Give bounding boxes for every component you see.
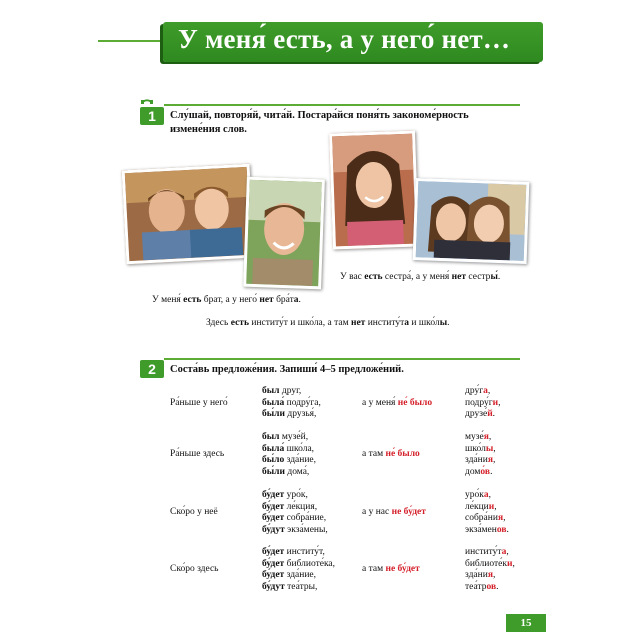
word-stem: ле́кци bbox=[465, 501, 489, 512]
genitive-form bbox=[465, 502, 497, 514]
word-stem: теа́тр bbox=[465, 581, 487, 592]
item-verb: была́ bbox=[262, 397, 285, 408]
title-rule bbox=[98, 40, 160, 42]
group-negation bbox=[362, 564, 420, 576]
caption-brother: У меня́ есть брат, а у него́ нет бра́та. bbox=[152, 295, 301, 305]
item-noun: зда́ние, bbox=[284, 570, 316, 580]
group-item bbox=[262, 467, 309, 479]
item-verb: бу́дет bbox=[262, 490, 285, 500]
genitive-form bbox=[465, 570, 495, 582]
word-ending: я bbox=[487, 570, 493, 580]
genitive-form bbox=[465, 559, 515, 571]
photo-two-boys bbox=[122, 164, 255, 265]
punctuation: , bbox=[498, 397, 501, 408]
negation-prefix: а у меня́ bbox=[362, 397, 398, 408]
group-item bbox=[262, 398, 321, 410]
word-ending: я bbox=[483, 432, 489, 442]
genitive-form bbox=[465, 582, 499, 594]
item-verb: бу́дет bbox=[262, 501, 285, 512]
word-stem: библиоте́к bbox=[465, 558, 507, 569]
word-stem: шко́л bbox=[465, 443, 486, 454]
word-stem: зда́ни bbox=[465, 570, 488, 580]
punctuation: , bbox=[506, 547, 509, 557]
item-noun: институ́т, bbox=[284, 547, 325, 557]
item-noun: друзья́, bbox=[284, 409, 317, 419]
group-item bbox=[262, 570, 316, 582]
exercise-1-rule bbox=[164, 104, 520, 106]
punctuation: , bbox=[494, 501, 497, 512]
group-subject: Ра́ньше здесь bbox=[170, 449, 225, 460]
photo-smiling-young-man bbox=[243, 177, 325, 290]
exercise-2-instruction: Соста́вь предложе́ния. Запиши́ 4–5 предложе́ний. bbox=[170, 364, 404, 375]
item-verb: был bbox=[262, 386, 280, 396]
word-ending: я bbox=[497, 513, 504, 523]
group-negation bbox=[362, 507, 426, 519]
item-verb: был bbox=[262, 432, 280, 442]
negation-prefix: а там bbox=[362, 564, 386, 575]
genitive-form bbox=[465, 409, 495, 421]
group-item bbox=[262, 559, 335, 571]
word-ending: о́в bbox=[480, 466, 491, 477]
word-stem: зда́ни bbox=[465, 455, 488, 465]
punctuation: , bbox=[492, 570, 496, 580]
punctuation: , bbox=[488, 490, 491, 500]
item-noun: собра́ние, bbox=[284, 513, 327, 523]
genitive-form bbox=[465, 455, 495, 467]
group-item bbox=[262, 490, 308, 502]
punctuation: . bbox=[506, 524, 509, 535]
word-stem: подру́г bbox=[465, 397, 493, 408]
word-stem: собра́ни bbox=[465, 513, 498, 523]
word-ending: ов bbox=[486, 581, 497, 592]
genitive-form bbox=[465, 490, 491, 502]
negation-word: не бу́дет bbox=[391, 507, 426, 518]
word-stem: уро́к bbox=[465, 490, 484, 500]
caption-institute-school: Здесь есть институ́т и шко́ла, а там нет институ́та и шко́лы. bbox=[206, 318, 450, 328]
word-ending: й bbox=[487, 409, 493, 419]
group-item bbox=[262, 525, 328, 537]
genitive-form bbox=[465, 398, 501, 410]
exercise-2-number: 2 bbox=[140, 360, 164, 378]
negation-prefix: а там bbox=[362, 449, 386, 460]
item-noun: ле́кция, bbox=[284, 501, 318, 512]
group-subject: Ско́ро у неё bbox=[170, 507, 218, 518]
word-ending: и bbox=[488, 501, 495, 512]
page-title: У меня́ есть, а у него́ нет… bbox=[178, 24, 511, 54]
item-noun: дома́, bbox=[284, 466, 310, 477]
punctuation: . bbox=[492, 409, 496, 419]
punctuation: , bbox=[487, 386, 491, 396]
item-verb: бу́дет bbox=[262, 547, 285, 557]
word-stem: дру́г bbox=[465, 386, 484, 396]
item-verb: бу́дут bbox=[262, 524, 285, 535]
item-noun: библиоте́ка, bbox=[284, 558, 336, 569]
negation-word: не́ было bbox=[397, 397, 433, 408]
group-negation bbox=[362, 449, 420, 461]
genitive-form bbox=[465, 525, 509, 537]
word-ending: а bbox=[483, 490, 489, 500]
genitive-form bbox=[465, 467, 492, 479]
item-noun: зда́ние, bbox=[284, 455, 317, 465]
group-item bbox=[262, 444, 314, 456]
genitive-form bbox=[465, 432, 491, 444]
group-item bbox=[262, 455, 316, 467]
word-ending: ов bbox=[496, 524, 507, 535]
negation-word: не́ было bbox=[385, 449, 420, 460]
group-item bbox=[262, 513, 326, 525]
item-verb: бу́дет bbox=[262, 513, 285, 523]
group-item bbox=[262, 409, 316, 421]
item-verb: бу́дет bbox=[262, 570, 285, 580]
exercise-1-instruction: Слу́шай, повторя́й, чита́й. Постара́йся поня́ть закономе́рность измене́ния слов. bbox=[170, 110, 469, 135]
group-negation bbox=[362, 398, 432, 410]
genitive-form bbox=[465, 444, 496, 456]
page-number: 15 bbox=[506, 614, 546, 632]
photo-two-girls bbox=[413, 178, 530, 264]
item-noun: подру́га, bbox=[284, 397, 321, 408]
item-noun: друг, bbox=[279, 386, 302, 396]
negation-word: не бу́дет bbox=[385, 564, 420, 575]
item-verb: бы́ли bbox=[262, 409, 285, 419]
item-noun: музе́й, bbox=[279, 432, 309, 442]
item-noun: шко́ла, bbox=[284, 443, 315, 454]
word-stem: друзе́ bbox=[465, 409, 488, 419]
group-item bbox=[262, 386, 301, 398]
group-item bbox=[262, 432, 308, 444]
word-ending: я bbox=[487, 455, 493, 465]
item-verb: бы́ло bbox=[262, 455, 285, 465]
exercise-1-number: 1 bbox=[140, 107, 164, 125]
word-stem: дом bbox=[465, 466, 481, 477]
item-noun: экза́мены, bbox=[284, 524, 328, 535]
item-verb: бы́ли bbox=[262, 466, 285, 477]
punctuation: , bbox=[503, 513, 506, 523]
group-subject: Ра́ньше у него́ bbox=[170, 397, 228, 408]
punctuation: , bbox=[493, 443, 496, 454]
item-noun: уро́к, bbox=[284, 490, 308, 500]
punctuation: , bbox=[488, 432, 492, 442]
group-subject: Ско́ро здесь bbox=[170, 564, 219, 575]
word-ending: ы bbox=[485, 443, 494, 454]
photo-smiling-girl bbox=[329, 131, 419, 250]
group-item bbox=[262, 582, 317, 594]
punctuation: , bbox=[512, 558, 515, 569]
punctuation: , bbox=[492, 455, 496, 465]
genitive-form bbox=[465, 547, 509, 559]
genitive-form bbox=[465, 513, 505, 525]
exercise-2-rule bbox=[164, 358, 520, 360]
negation-prefix: а у нас bbox=[362, 507, 392, 518]
word-ending: и bbox=[506, 558, 513, 569]
word-stem: институ́т bbox=[465, 547, 502, 557]
item-verb: была́ bbox=[262, 443, 285, 454]
word-ending: и bbox=[492, 397, 499, 408]
item-verb: бу́дет bbox=[262, 558, 285, 569]
punctuation: . bbox=[490, 466, 493, 477]
group-item bbox=[262, 502, 317, 514]
item-noun: теа́тры, bbox=[284, 581, 318, 592]
group-item bbox=[262, 547, 325, 559]
word-ending: а bbox=[501, 547, 507, 557]
word-stem: экза́мен bbox=[465, 524, 497, 535]
word-stem: музе́ bbox=[465, 432, 484, 442]
punctuation: . bbox=[496, 581, 499, 592]
genitive-form bbox=[465, 386, 490, 398]
audio-icon bbox=[140, 92, 154, 104]
item-verb: бу́дут bbox=[262, 581, 285, 592]
word-ending: а bbox=[483, 386, 488, 396]
caption-sister: У вас есть сестра́, а у меня́ нет сестры́. bbox=[340, 272, 501, 282]
